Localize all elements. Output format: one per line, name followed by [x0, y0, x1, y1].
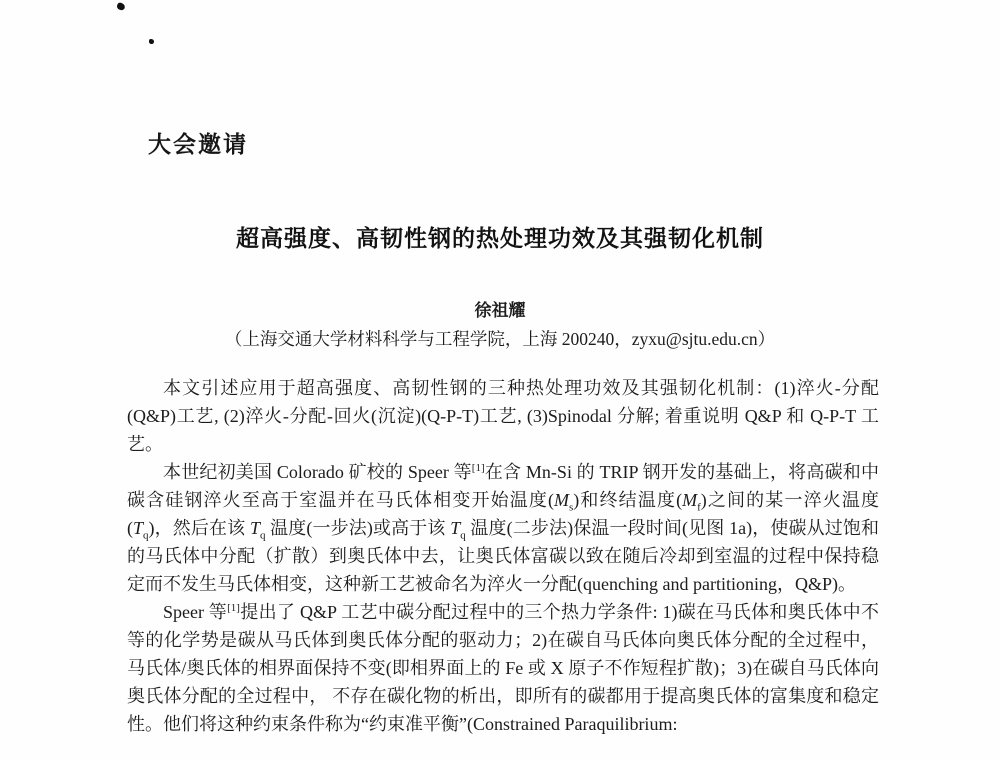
scan-artifact: [116, 2, 126, 11]
paragraph-3: Speer 等[1]提出了 Q&P 工艺中碳分配过程中的三个热力学条件: 1)碳在马氏体和奥氏体中不等的化学势是碳从马氏体到奥氏体分配的驱动力；2)在碳自马氏体向奥氏体分配的全过程中，马氏体/奥氏体的相界面保持不变(即相界面上的 Fe 或 X 原子不作短程扩散)；3)在碳自马氏体向奥氏体分配的全过程中， 不存在碳化物的析出，即所有的碳都用于提高奥氏体的富集度和稳定性。他们将这种约束条件称为“约束准平衡”(Constrained Paraquilibrium:: [127, 602, 879, 734]
affiliation-line: （上海交通大学材料科学与工程学院，上海 200240，zyxu@sjtu.edu.cn）: [224, 329, 776, 349]
paragraph-1: 本文引述应用于超高强度、高韧性钢的三种热处理功效及其强韧化机制：(1)淬火-分配(Q&P)工艺, (2)淬火-分配-回火(沉淀)(Q-P-T)工艺, (3)Spinodal 分解; 着重说明 Q&P 和 Q-P-T 工艺。: [127, 378, 879, 454]
session-label: 大会邀请: [148, 131, 248, 157]
paper-title: 超高强度、高韧性钢的热处理功效及其强韧化机制: [236, 226, 764, 251]
scan-artifact: [149, 39, 154, 44]
paragraph-2: 本世纪初美国 Colorado 矿校的 Speer 等[1]在含 Mn-Si 的 TRIP 钢开发的基础上，将高碳和中碳含硅钢淬火至高于室温并在马氏体相变开始温度$(M_s)$和终结温度$(M_f)$之间的某一淬火温度$(T_q)$，然后在该 $T_q$ 温度(一步法)或高于该 $T_q$ 温度(二步法)保温一段时间(见图 1a)，使碳从过饱和的马氏体中分配（扩散）到奥氏体中去，让奥氏体富碳以致在随后冷却到室温的过程中保持稳定而不发生马氏体相变，这种新工艺被命名为淬火一分配(quenching and partitioning，Q&P)。: [127, 462, 879, 594]
paper-body: [127, 374, 879, 738]
author-name: 徐祖耀: [474, 301, 526, 320]
